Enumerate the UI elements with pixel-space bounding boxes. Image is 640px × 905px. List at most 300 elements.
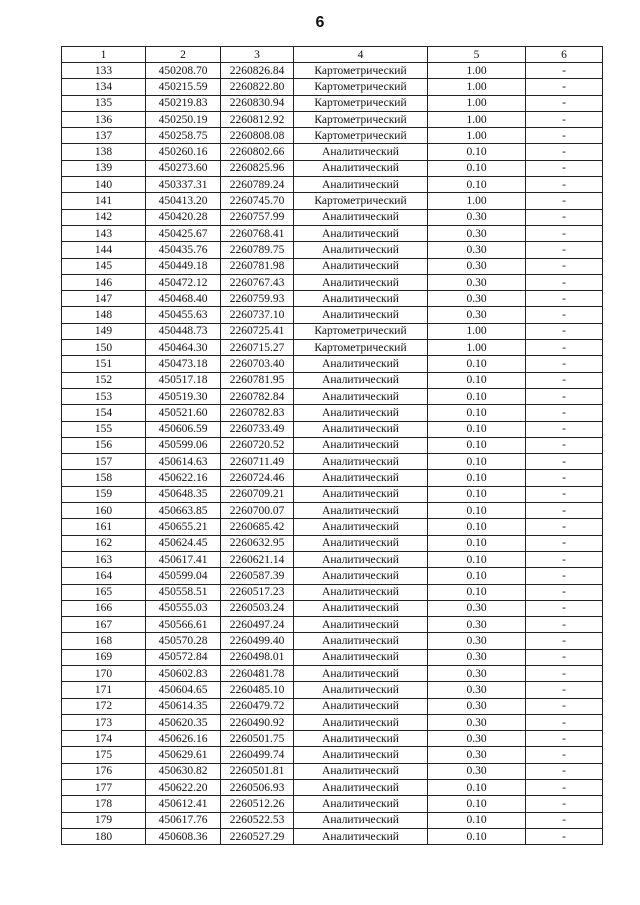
column-header: 5 xyxy=(428,47,526,63)
method-cell: Аналитический xyxy=(294,665,428,681)
y-coordinate-cell: 2260527.29 xyxy=(221,828,294,844)
y-coordinate-cell: 2260782.83 xyxy=(221,405,294,421)
table-row xyxy=(62,551,603,567)
x-coordinate-cell: 450521.60 xyxy=(146,405,221,421)
x-coordinate-cell: 450566.61 xyxy=(146,617,221,633)
table-row xyxy=(62,79,603,95)
accuracy-cell: 0.30 xyxy=(428,617,526,633)
accuracy-cell: 0.10 xyxy=(428,405,526,421)
accuracy-cell: 0.10 xyxy=(428,177,526,193)
description-cell: - xyxy=(526,144,603,160)
table-row xyxy=(62,535,603,551)
y-coordinate-cell: 2260703.40 xyxy=(221,356,294,372)
y-coordinate-cell: 2260490.92 xyxy=(221,714,294,730)
description-cell: - xyxy=(526,503,603,519)
table-row xyxy=(62,633,603,649)
column-header: 3 xyxy=(221,47,294,63)
y-coordinate-cell: 2260830.94 xyxy=(221,95,294,111)
method-cell: Аналитический xyxy=(294,535,428,551)
point-number-cell: 140 xyxy=(62,177,146,193)
x-coordinate-cell: 450626.16 xyxy=(146,731,221,747)
accuracy-cell: 1.00 xyxy=(428,95,526,111)
point-number-cell: 143 xyxy=(62,225,146,241)
method-cell: Аналитический xyxy=(294,617,428,633)
description-cell: - xyxy=(526,617,603,633)
method-cell: Аналитический xyxy=(294,682,428,698)
x-coordinate-cell: 450519.30 xyxy=(146,388,221,404)
method-cell: Аналитический xyxy=(294,209,428,225)
x-coordinate-cell: 450624.45 xyxy=(146,535,221,551)
accuracy-cell: 0.10 xyxy=(428,421,526,437)
description-cell: - xyxy=(526,372,603,388)
description-cell: - xyxy=(526,63,603,79)
description-cell: - xyxy=(526,535,603,551)
y-coordinate-cell: 2260789.75 xyxy=(221,242,294,258)
table-row xyxy=(62,600,603,616)
description-cell: - xyxy=(526,600,603,616)
y-coordinate-cell: 2260506.93 xyxy=(221,780,294,796)
x-coordinate-cell: 450599.04 xyxy=(146,568,221,584)
table-body xyxy=(62,47,603,845)
method-cell: Аналитический xyxy=(294,600,428,616)
table-row xyxy=(62,584,603,600)
method-cell: Аналитический xyxy=(294,503,428,519)
column-header: 2 xyxy=(146,47,221,63)
y-coordinate-cell: 2260781.95 xyxy=(221,372,294,388)
table-row xyxy=(62,503,603,519)
point-number-cell: 180 xyxy=(62,828,146,844)
description-cell: - xyxy=(526,763,603,779)
y-coordinate-cell: 2260757.99 xyxy=(221,209,294,225)
x-coordinate-cell: 450472.12 xyxy=(146,274,221,290)
point-number-cell: 163 xyxy=(62,551,146,567)
point-number-cell: 154 xyxy=(62,405,146,421)
method-cell: Аналитический xyxy=(294,551,428,567)
method-cell: Аналитический xyxy=(294,812,428,828)
point-number-cell: 134 xyxy=(62,79,146,95)
method-cell: Аналитический xyxy=(294,698,428,714)
description-cell: - xyxy=(526,95,603,111)
table-row xyxy=(62,307,603,323)
point-number-cell: 145 xyxy=(62,258,146,274)
column-header: 4 xyxy=(294,47,428,63)
x-coordinate-cell: 450629.61 xyxy=(146,747,221,763)
y-coordinate-cell: 2260685.42 xyxy=(221,519,294,535)
description-cell: - xyxy=(526,79,603,95)
accuracy-cell: 0.10 xyxy=(428,486,526,502)
method-cell: Картометрический xyxy=(294,193,428,209)
x-coordinate-cell: 450273.60 xyxy=(146,160,221,176)
table-row xyxy=(62,144,603,160)
y-coordinate-cell: 2260826.84 xyxy=(221,63,294,79)
x-coordinate-cell: 450435.76 xyxy=(146,242,221,258)
x-coordinate-cell: 450663.85 xyxy=(146,503,221,519)
column-header: 6 xyxy=(526,47,603,63)
method-cell: Аналитический xyxy=(294,796,428,812)
method-cell: Аналитический xyxy=(294,160,428,176)
table-row xyxy=(62,274,603,290)
x-coordinate-cell: 450555.03 xyxy=(146,600,221,616)
accuracy-cell: 1.00 xyxy=(428,340,526,356)
x-coordinate-cell: 450602.83 xyxy=(146,665,221,681)
description-cell: - xyxy=(526,388,603,404)
table-row xyxy=(62,193,603,209)
accuracy-cell: 1.00 xyxy=(428,323,526,339)
y-coordinate-cell: 2260587.39 xyxy=(221,568,294,584)
table-row xyxy=(62,714,603,730)
point-number-cell: 135 xyxy=(62,95,146,111)
table-row xyxy=(62,437,603,453)
accuracy-cell: 0.30 xyxy=(428,665,526,681)
accuracy-cell: 0.30 xyxy=(428,274,526,290)
y-coordinate-cell: 2260715.27 xyxy=(221,340,294,356)
point-number-cell: 151 xyxy=(62,356,146,372)
description-cell: - xyxy=(526,568,603,584)
method-cell: Аналитический xyxy=(294,242,428,258)
method-cell: Аналитический xyxy=(294,258,428,274)
method-cell: Аналитический xyxy=(294,714,428,730)
point-number-cell: 166 xyxy=(62,600,146,616)
y-coordinate-cell: 2260768.41 xyxy=(221,225,294,241)
x-coordinate-cell: 450258.75 xyxy=(146,128,221,144)
table-row xyxy=(62,698,603,714)
x-coordinate-cell: 450655.21 xyxy=(146,519,221,535)
description-cell: - xyxy=(526,128,603,144)
coordinates-table xyxy=(61,46,603,845)
accuracy-cell: 1.00 xyxy=(428,79,526,95)
point-number-cell: 171 xyxy=(62,682,146,698)
point-number-cell: 138 xyxy=(62,144,146,160)
accuracy-cell: 0.10 xyxy=(428,144,526,160)
page-number: 6 xyxy=(315,14,325,31)
column-header: 1 xyxy=(62,47,146,63)
x-coordinate-cell: 450648.35 xyxy=(146,486,221,502)
point-number-cell: 155 xyxy=(62,421,146,437)
point-number-cell: 133 xyxy=(62,63,146,79)
accuracy-cell: 1.00 xyxy=(428,193,526,209)
table-row xyxy=(62,649,603,665)
method-cell: Аналитический xyxy=(294,568,428,584)
table-row xyxy=(62,828,603,844)
accuracy-cell: 0.10 xyxy=(428,503,526,519)
y-coordinate-cell: 2260733.49 xyxy=(221,421,294,437)
method-cell: Аналитический xyxy=(294,144,428,160)
point-number-cell: 173 xyxy=(62,714,146,730)
description-cell: - xyxy=(526,193,603,209)
description-cell: - xyxy=(526,665,603,681)
x-coordinate-cell: 450517.18 xyxy=(146,372,221,388)
point-number-cell: 161 xyxy=(62,519,146,535)
table-row xyxy=(62,665,603,681)
x-coordinate-cell: 450617.41 xyxy=(146,551,221,567)
description-cell: - xyxy=(526,437,603,453)
table-row xyxy=(62,356,603,372)
y-coordinate-cell: 2260499.74 xyxy=(221,747,294,763)
x-coordinate-cell: 450208.70 xyxy=(146,63,221,79)
description-cell: - xyxy=(526,160,603,176)
accuracy-cell: 1.00 xyxy=(428,63,526,79)
description-cell: - xyxy=(526,682,603,698)
x-coordinate-cell: 450606.59 xyxy=(146,421,221,437)
x-coordinate-cell: 450622.20 xyxy=(146,780,221,796)
description-cell: - xyxy=(526,714,603,730)
point-number-cell: 146 xyxy=(62,274,146,290)
method-cell: Аналитический xyxy=(294,291,428,307)
table-row xyxy=(62,95,603,111)
table-row xyxy=(62,486,603,502)
y-coordinate-cell: 2260711.49 xyxy=(221,454,294,470)
table-row xyxy=(62,177,603,193)
table-row xyxy=(62,160,603,176)
accuracy-cell: 0.10 xyxy=(428,437,526,453)
method-cell: Картометрический xyxy=(294,95,428,111)
description-cell: - xyxy=(526,812,603,828)
y-coordinate-cell: 2260481.78 xyxy=(221,665,294,681)
y-coordinate-cell: 2260789.24 xyxy=(221,177,294,193)
point-number-cell: 137 xyxy=(62,128,146,144)
table-row xyxy=(62,225,603,241)
method-cell: Аналитический xyxy=(294,405,428,421)
y-coordinate-cell: 2260759.93 xyxy=(221,291,294,307)
table-row xyxy=(62,747,603,763)
table-row xyxy=(62,454,603,470)
point-number-cell: 153 xyxy=(62,388,146,404)
y-coordinate-cell: 2260802.66 xyxy=(221,144,294,160)
accuracy-cell: 0.10 xyxy=(428,356,526,372)
point-number-cell: 178 xyxy=(62,796,146,812)
description-cell: - xyxy=(526,454,603,470)
y-coordinate-cell: 2260724.46 xyxy=(221,470,294,486)
y-coordinate-cell: 2260497.24 xyxy=(221,617,294,633)
table-row xyxy=(62,405,603,421)
y-coordinate-cell: 2260709.21 xyxy=(221,486,294,502)
y-coordinate-cell: 2260825.96 xyxy=(221,160,294,176)
method-cell: Аналитический xyxy=(294,828,428,844)
method-cell: Аналитический xyxy=(294,731,428,747)
method-cell: Аналитический xyxy=(294,437,428,453)
method-cell: Аналитический xyxy=(294,388,428,404)
point-number-cell: 168 xyxy=(62,633,146,649)
method-cell: Аналитический xyxy=(294,177,428,193)
table-row xyxy=(62,242,603,258)
y-coordinate-cell: 2260522.53 xyxy=(221,812,294,828)
method-cell: Аналитический xyxy=(294,307,428,323)
accuracy-cell: 0.30 xyxy=(428,291,526,307)
point-number-cell: 177 xyxy=(62,780,146,796)
point-number-cell: 141 xyxy=(62,193,146,209)
description-cell: - xyxy=(526,551,603,567)
method-cell: Аналитический xyxy=(294,747,428,763)
accuracy-cell: 0.10 xyxy=(428,568,526,584)
x-coordinate-cell: 450337.31 xyxy=(146,177,221,193)
y-coordinate-cell: 2260479.72 xyxy=(221,698,294,714)
y-coordinate-cell: 2260517.23 xyxy=(221,584,294,600)
x-coordinate-cell: 450260.16 xyxy=(146,144,221,160)
y-coordinate-cell: 2260632.95 xyxy=(221,535,294,551)
accuracy-cell: 0.10 xyxy=(428,388,526,404)
table-row xyxy=(62,291,603,307)
x-coordinate-cell: 450614.35 xyxy=(146,698,221,714)
method-cell: Аналитический xyxy=(294,470,428,486)
table-row xyxy=(62,470,603,486)
point-number-cell: 148 xyxy=(62,307,146,323)
method-cell: Аналитический xyxy=(294,584,428,600)
accuracy-cell: 0.30 xyxy=(428,600,526,616)
x-coordinate-cell: 450219.83 xyxy=(146,95,221,111)
accuracy-cell: 0.10 xyxy=(428,551,526,567)
x-coordinate-cell: 450572.84 xyxy=(146,649,221,665)
x-coordinate-cell: 450468.40 xyxy=(146,291,221,307)
point-number-cell: 152 xyxy=(62,372,146,388)
accuracy-cell: 0.10 xyxy=(428,454,526,470)
x-coordinate-cell: 450413.20 xyxy=(146,193,221,209)
accuracy-cell: 0.30 xyxy=(428,649,526,665)
method-cell: Аналитический xyxy=(294,454,428,470)
description-cell: - xyxy=(526,323,603,339)
y-coordinate-cell: 2260700.07 xyxy=(221,503,294,519)
accuracy-cell: 0.10 xyxy=(428,535,526,551)
description-cell: - xyxy=(526,242,603,258)
accuracy-cell: 0.30 xyxy=(428,731,526,747)
accuracy-cell: 0.30 xyxy=(428,698,526,714)
method-cell: Аналитический xyxy=(294,274,428,290)
point-number-cell: 165 xyxy=(62,584,146,600)
x-coordinate-cell: 450630.82 xyxy=(146,763,221,779)
point-number-cell: 167 xyxy=(62,617,146,633)
accuracy-cell: 0.10 xyxy=(428,160,526,176)
y-coordinate-cell: 2260720.52 xyxy=(221,437,294,453)
method-cell: Картометрический xyxy=(294,79,428,95)
x-coordinate-cell: 450448.73 xyxy=(146,323,221,339)
x-coordinate-cell: 450570.28 xyxy=(146,633,221,649)
description-cell: - xyxy=(526,340,603,356)
table-row xyxy=(62,763,603,779)
description-cell: - xyxy=(526,633,603,649)
accuracy-cell: 0.30 xyxy=(428,747,526,763)
accuracy-cell: 0.10 xyxy=(428,519,526,535)
description-cell: - xyxy=(526,307,603,323)
y-coordinate-cell: 2260512.26 xyxy=(221,796,294,812)
description-cell: - xyxy=(526,828,603,844)
table-row xyxy=(62,388,603,404)
y-coordinate-cell: 2260737.10 xyxy=(221,307,294,323)
point-number-cell: 142 xyxy=(62,209,146,225)
method-cell: Картометрический xyxy=(294,111,428,127)
accuracy-cell: 0.10 xyxy=(428,584,526,600)
method-cell: Аналитический xyxy=(294,519,428,535)
method-cell: Аналитический xyxy=(294,225,428,241)
y-coordinate-cell: 2260498.01 xyxy=(221,649,294,665)
y-coordinate-cell: 2260503.24 xyxy=(221,600,294,616)
method-cell: Аналитический xyxy=(294,356,428,372)
table-row xyxy=(62,421,603,437)
description-cell: - xyxy=(526,177,603,193)
point-number-cell: 157 xyxy=(62,454,146,470)
table-row xyxy=(62,812,603,828)
accuracy-cell: 0.30 xyxy=(428,682,526,698)
method-cell: Аналитический xyxy=(294,780,428,796)
x-coordinate-cell: 450599.06 xyxy=(146,437,221,453)
x-coordinate-cell: 450425.67 xyxy=(146,225,221,241)
point-number-cell: 149 xyxy=(62,323,146,339)
description-cell: - xyxy=(526,258,603,274)
point-number-cell: 164 xyxy=(62,568,146,584)
description-cell: - xyxy=(526,584,603,600)
y-coordinate-cell: 2260725.41 xyxy=(221,323,294,339)
point-number-cell: 172 xyxy=(62,698,146,714)
table-row xyxy=(62,682,603,698)
y-coordinate-cell: 2260781.98 xyxy=(221,258,294,274)
point-number-cell: 147 xyxy=(62,291,146,307)
description-cell: - xyxy=(526,225,603,241)
x-coordinate-cell: 450449.18 xyxy=(146,258,221,274)
x-coordinate-cell: 450612.41 xyxy=(146,796,221,812)
method-cell: Аналитический xyxy=(294,649,428,665)
point-number-cell: 144 xyxy=(62,242,146,258)
method-cell: Аналитический xyxy=(294,372,428,388)
table-row xyxy=(62,519,603,535)
table-row xyxy=(62,111,603,127)
table-row xyxy=(62,731,603,747)
y-coordinate-cell: 2260485.10 xyxy=(221,682,294,698)
description-cell: - xyxy=(526,274,603,290)
accuracy-cell: 0.30 xyxy=(428,225,526,241)
accuracy-cell: 1.00 xyxy=(428,111,526,127)
accuracy-cell: 0.30 xyxy=(428,307,526,323)
description-cell: - xyxy=(526,291,603,307)
point-number-cell: 169 xyxy=(62,649,146,665)
accuracy-cell: 0.10 xyxy=(428,796,526,812)
method-cell: Аналитический xyxy=(294,421,428,437)
x-coordinate-cell: 450622.16 xyxy=(146,470,221,486)
description-cell: - xyxy=(526,649,603,665)
accuracy-cell: 0.30 xyxy=(428,209,526,225)
point-number-cell: 136 xyxy=(62,111,146,127)
table-row xyxy=(62,780,603,796)
point-number-cell: 179 xyxy=(62,812,146,828)
description-cell: - xyxy=(526,209,603,225)
table-row xyxy=(62,128,603,144)
x-coordinate-cell: 450250.19 xyxy=(146,111,221,127)
method-cell: Аналитический xyxy=(294,486,428,502)
table-row xyxy=(62,796,603,812)
x-coordinate-cell: 450604.65 xyxy=(146,682,221,698)
description-cell: - xyxy=(526,486,603,502)
y-coordinate-cell: 2260499.40 xyxy=(221,633,294,649)
accuracy-cell: 1.00 xyxy=(428,128,526,144)
point-number-cell: 156 xyxy=(62,437,146,453)
x-coordinate-cell: 450608.36 xyxy=(146,828,221,844)
accuracy-cell: 0.10 xyxy=(428,372,526,388)
method-cell: Картометрический xyxy=(294,128,428,144)
point-number-cell: 175 xyxy=(62,747,146,763)
table-row xyxy=(62,340,603,356)
point-number-cell: 158 xyxy=(62,470,146,486)
y-coordinate-cell: 2260621.14 xyxy=(221,551,294,567)
method-cell: Аналитический xyxy=(294,633,428,649)
y-coordinate-cell: 2260767.43 xyxy=(221,274,294,290)
accuracy-cell: 0.10 xyxy=(428,828,526,844)
point-number-cell: 162 xyxy=(62,535,146,551)
y-coordinate-cell: 2260501.81 xyxy=(221,763,294,779)
description-cell: - xyxy=(526,356,603,372)
x-coordinate-cell: 450455.63 xyxy=(146,307,221,323)
description-cell: - xyxy=(526,747,603,763)
description-cell: - xyxy=(526,421,603,437)
description-cell: - xyxy=(526,519,603,535)
description-cell: - xyxy=(526,405,603,421)
accuracy-cell: 0.30 xyxy=(428,763,526,779)
